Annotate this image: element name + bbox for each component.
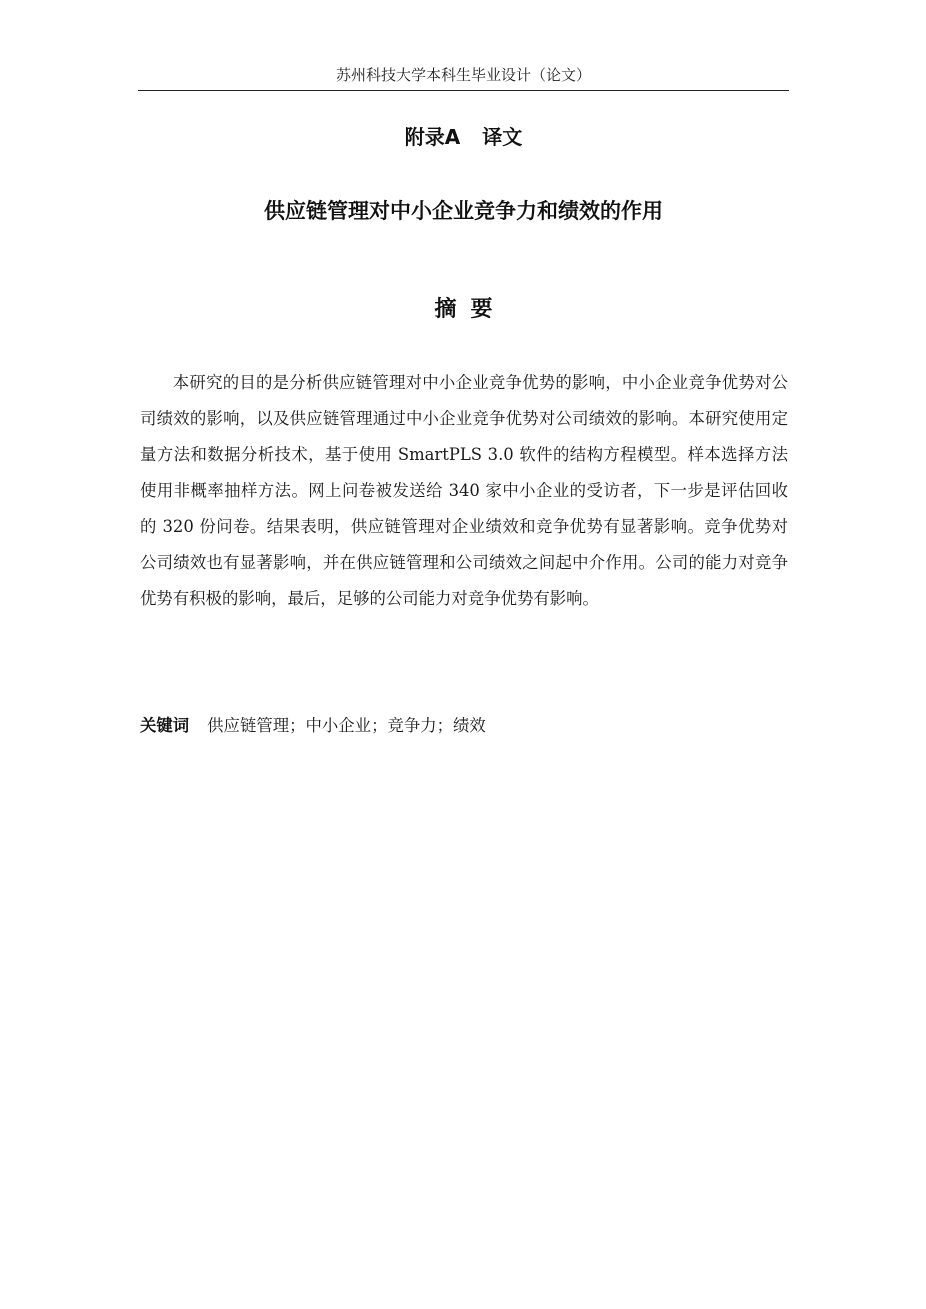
appendix-label: 附录A <box>404 125 461 149</box>
paper-title: 供应链管理对中小企业竞争力和绩效的作用 <box>264 199 663 223</box>
keywords-value: 供应链管理；中小企业；竞争力；绩效 <box>207 716 486 735</box>
abstract-heading: 摘要 <box>434 297 507 322</box>
running-header: 苏州科技大学本科生毕业设计（论文） <box>335 66 591 84</box>
keywords-line <box>140 710 788 742</box>
keywords-label: 关键词 <box>140 716 190 735</box>
appendix-subtitle: 译文 <box>482 125 523 149</box>
appendix-title <box>138 122 789 152</box>
abstract-body: 本研究的目的是分析供应链管理对中小企业竞争优势的影响，中小企业竞争优势对公司绩效的影响，以及供应链管理通过中小企业竞争优势对公司绩效的影响。本研究使用定量方法和数据分析技术，基于使用 SmartPLS 3.0 软件的结构方程模型。样本选择方法使用非概率抽样方法。网上问卷被发送给 340 家中小企业的受访者，下一步是评估回收的 320 份问卷。结果表明，供应链管理对企业绩效和竞争优势有显著影响。竞争优势对公司绩效也有显著影响，并在供应链管理和公司绩效之间起中介作用。公司的能力对竞争优势有积极的影响，最后，足够的公司能力对竞争优势有影响。 <box>140 373 788 608</box>
header-rule <box>138 90 789 91</box>
